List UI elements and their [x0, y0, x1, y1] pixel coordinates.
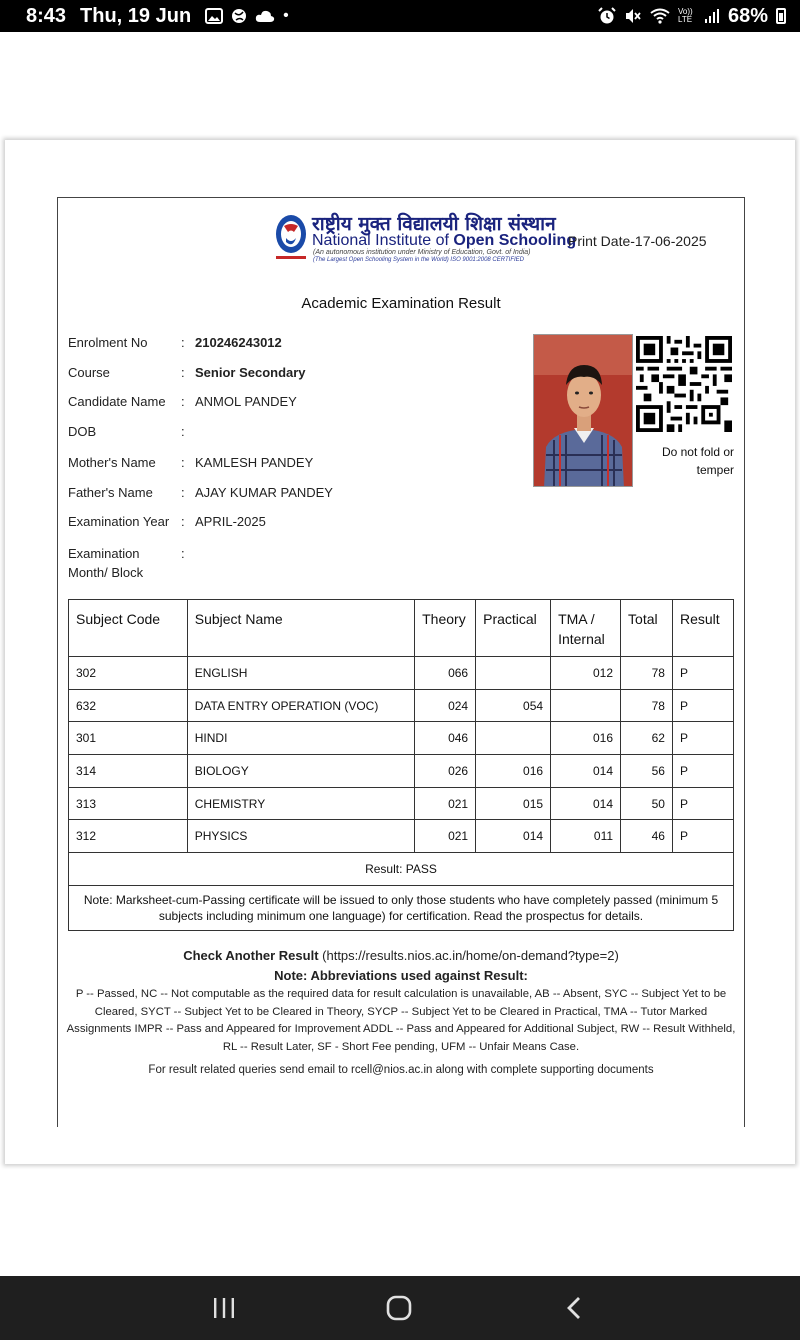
abbreviations-text: P -- Passed, NC -- Not computable as the required data for result calculation is unavailable, AB -- Absent, SYC -- Subject Yet to be Cleared, SYCT -- Subject Yet to be Cleared in Theory, SYCP -- Subject Yet to be Cleared in Practical, TMA -- Tutor Marked Assignments IMPR -- Pass and Appeared for Improvement ADDL -- Pass and Appeared for Additional Subject, RW -- Result Withheld, RL -- Result Later, SF - Short Fee pending, UFM -- Unfair Means Case.: [66, 988, 736, 1053]
page-title: Academic Examination Result: [301, 295, 501, 312]
candidate-name-value: ANMOL PANDEY: [195, 394, 297, 409]
recents-icon: [212, 1297, 236, 1319]
mute-icon: [624, 7, 642, 25]
globe-icon: [231, 8, 247, 24]
institute-tagline: (The Largest Open Schooling System in the World) ISO 9001:2008 CERTIFIED: [313, 257, 524, 263]
check-another-result: [62, 948, 740, 963]
table-row: 632 DATA ENTRY OPERATION (VOC) 024 054 78 P: [69, 689, 734, 722]
cloud-icon: [255, 9, 275, 23]
table-row: 302 ENGLISH 066 012 78 P: [69, 657, 734, 690]
query-note: For result related queries send email to rcell@nios.ac.in along with complete supporting documents: [148, 1064, 654, 1076]
abbreviations-heading: Note: Abbreviations used against Result:: [274, 968, 528, 983]
check-url: (https://results.nios.ac.in/home/on-demand?type=2): [318, 948, 619, 963]
course-value: Senior Secondary: [195, 365, 306, 380]
hindi-institute-name: राष्ट्रीय मुक्त विद्यालयी शिक्षा संस्थान: [312, 213, 556, 235]
home-button[interactable]: [359, 1276, 439, 1340]
nios-logo: [272, 210, 577, 266]
navigation-bar: [0, 1276, 800, 1340]
gallery-icon: [205, 8, 223, 24]
volte-label: Vo)) LTE: [677, 7, 693, 24]
table-header-row: [69, 600, 734, 657]
header-theory: Theory: [415, 600, 476, 657]
english-institute-name: National Institute of Open Schooling: [312, 232, 577, 249]
status-date: Thu, 19 Jun: [80, 4, 192, 27]
alarm-icon: [598, 7, 616, 25]
header-subject-name: Subject Name: [187, 600, 414, 657]
institute-subtitle: (An autonomous institution under Ministry of Education, Govt. of India): [313, 249, 531, 256]
header-tma: TMA / Internal: [551, 600, 621, 657]
battery-icon: [776, 8, 786, 24]
candidate-photo: [533, 334, 633, 487]
table-row: 313 CHEMISTRY 021 015 014 50 P: [69, 787, 734, 820]
marks-table: [68, 599, 734, 931]
recents-button[interactable]: [184, 1276, 264, 1340]
status-time: 8:43: [26, 4, 67, 27]
signal-icon: [704, 8, 720, 24]
header-result: Result: [672, 600, 733, 657]
qr-code-icon: [636, 336, 732, 432]
mother-name-value: KAMLESH PANDEY: [195, 455, 314, 470]
table-row: 312 PHYSICS 021 014 011 46 P: [69, 820, 734, 853]
back-icon: [566, 1296, 582, 1320]
wifi-icon: [650, 8, 670, 24]
exam-year-value: APRIL-2025: [195, 514, 266, 529]
check-another-result-link[interactable]: Check Another Result: [183, 948, 319, 963]
enrolment-value: 210246243012: [195, 335, 282, 350]
header-subject-code: Subject Code: [69, 600, 188, 657]
dot-icon: •: [283, 7, 289, 24]
nios-emblem-icon: [272, 212, 310, 262]
table-row: 301 HINDI 046 016 62 P: [69, 722, 734, 755]
print-date: Print Date-17-06-2025: [568, 233, 707, 249]
result-summary-row: [69, 853, 734, 886]
note-row: [69, 885, 734, 930]
certificate-note: Note: Marksheet-cum-Passing certificate will be issued to only those students who have completely passed (minimum 5 subjects including minimum one language) for certification. Read the prospectus for details.: [69, 885, 734, 930]
father-name-value: AJAY KUMAR PANDEY: [195, 485, 333, 500]
back-button[interactable]: [534, 1276, 614, 1340]
overall-result: Result: PASS: [69, 853, 734, 886]
table-row: 314 BIOLOGY 026 016 014 56 P: [69, 755, 734, 788]
home-icon: [386, 1295, 412, 1321]
no-fold-notice: Do not fold or temper: [661, 445, 734, 477]
header-practical: Practical: [476, 600, 551, 657]
battery-percent: 68%: [727, 4, 768, 27]
status-bar: [0, 0, 800, 32]
header-total: Total: [621, 600, 673, 657]
